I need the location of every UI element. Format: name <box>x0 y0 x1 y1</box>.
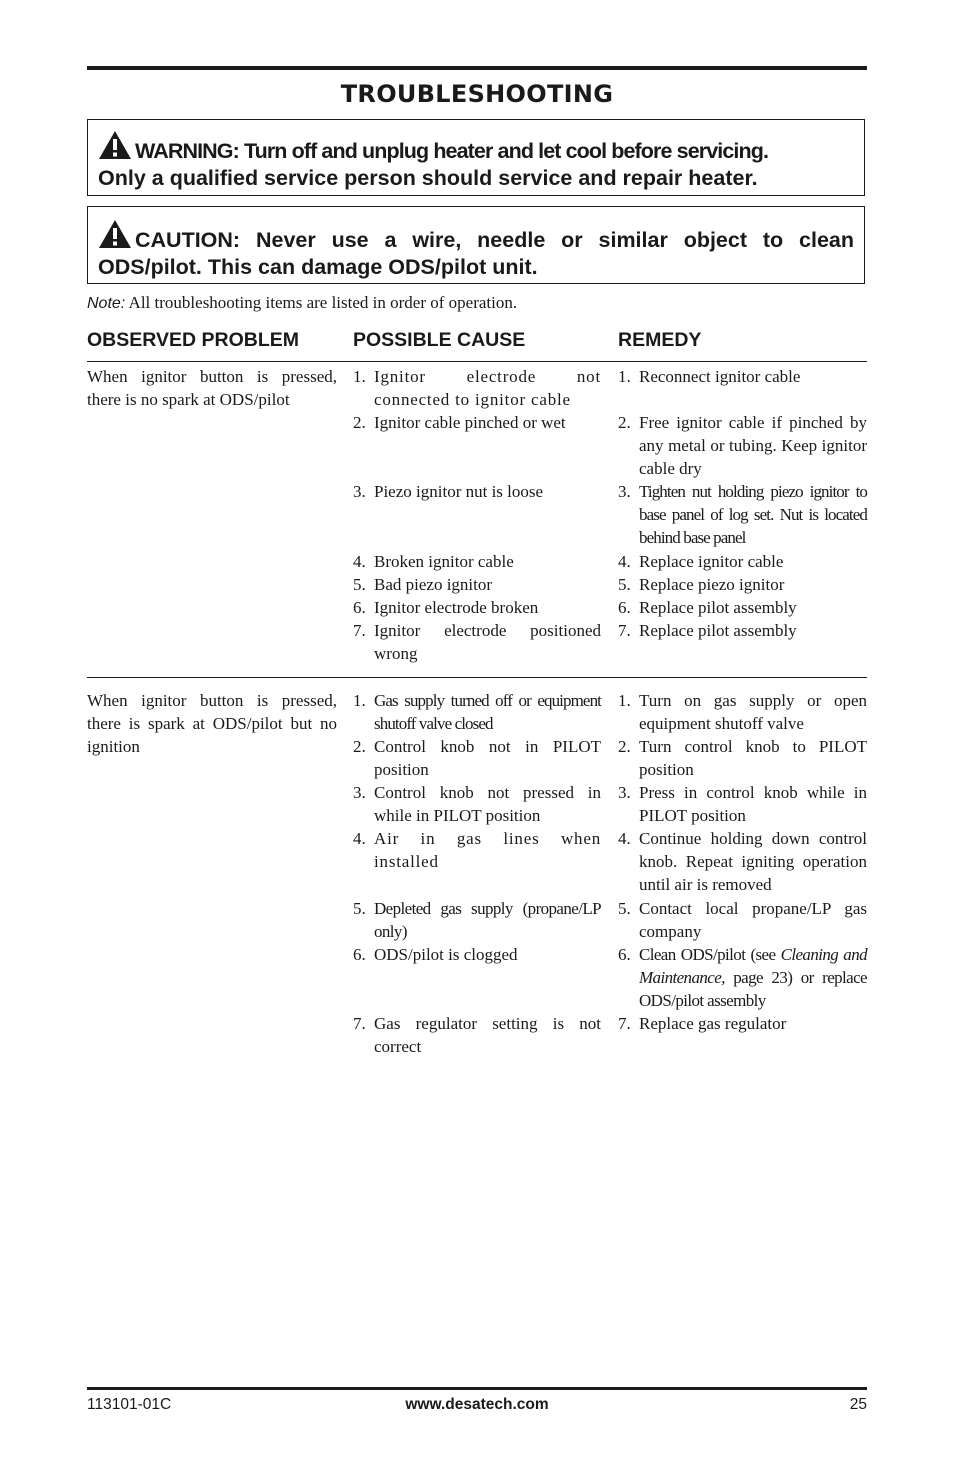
row-1-remedy-4: 4. Replace ignitor cable <box>618 552 784 571</box>
row-1-remedy-5: 5. Replace piezo ignitor <box>618 575 785 594</box>
row-2-remedy-6: 6. Clean ODS/pilot (see Cleaning and Maintenance, page 23) or replace ODS/pilot assembly <box>618 945 867 1010</box>
row-1-remedy-2: 2. Free ignitor cable if pinched by any metal or tubing. Keep ignitor cable dry <box>618 413 867 478</box>
row-1-remedy-6: 6. Replace pilot assembly <box>618 598 797 617</box>
row-2-remedy-3: 3. Press in control knob while in PILOT position <box>618 783 867 825</box>
warning-line-2: Only a qualified service person should service and repair heater. <box>98 166 758 190</box>
warning-line-1: WARNING: Turn off and unplug heater and let cool before servicing. <box>135 139 769 163</box>
row-2-cause-2: 2. Control knob not in PILOT position <box>353 737 601 779</box>
footer-page-number: 25 <box>849 1396 867 1413</box>
caution-text: CAUTION: Never use a wire, needle or similar object to clean ODS/pilot. This can damage ODS/pilot unit. <box>98 228 854 279</box>
row-1-cause-3: 3. Piezo ignitor nut is loose <box>353 482 544 501</box>
warning-triangle-icon <box>98 130 132 160</box>
row-1-remedy-1: 1. Reconnect ignitor cable <box>618 367 801 386</box>
row-1-cause-7: 7. Ignitor electrode positioned wrong <box>353 621 601 663</box>
row-1-cause-4: 4. Broken ignitor cable <box>353 552 514 571</box>
warning-box <box>87 119 865 196</box>
column-header-cause: POSSIBLE CAUSE <box>353 329 526 351</box>
row-1-cause-6: 6. Ignitor electrode broken <box>353 598 539 617</box>
note-text: All troubleshooting items are listed in order of operation. <box>125 293 518 312</box>
row-2-cause-3: 3. Control knob not pressed in while in PILOT position <box>353 783 601 825</box>
row-1-cause-5: 5. Bad piezo ignitor <box>353 575 493 594</box>
caution-triangle-icon <box>98 219 132 249</box>
row-2-cause-7: 7. Gas regulator setting is not correct <box>353 1014 601 1056</box>
row-1-problem: When ignitor button is pressed, there is no spark at ODS/pilot <box>87 367 337 409</box>
row-1-remedy-7: 7. Replace pilot assembly <box>618 621 797 640</box>
top-rule <box>87 66 867 70</box>
caution-box <box>87 206 865 284</box>
row-1-cause-2: 2. Ignitor cable pinched or wet <box>353 413 566 432</box>
row-2-remedy-2: 2. Turn control knob to PILOT position <box>618 737 867 779</box>
row-2-cause-4: 4. Air in gas lines when installed <box>353 829 601 871</box>
footer-website-link[interactable]: www.desatech.com <box>405 1396 549 1413</box>
page-title: TROUBLESHOOTING <box>340 80 614 108</box>
row-divider <box>87 677 867 678</box>
row-2-remedy-4: 4. Continue holding down control knob. Repeat igniting operation until air is removed <box>618 829 867 894</box>
row-2-remedy-7: 7. Replace gas regulator <box>618 1014 787 1033</box>
row-2-remedy-1: 1. Turn on gas supply or open equipment shutoff valve <box>618 691 867 733</box>
bottom-rule <box>87 1387 867 1390</box>
note-label: Note: <box>87 295 126 312</box>
footer-doc-number: 113101-01C <box>87 1396 172 1413</box>
header-divider <box>87 361 867 362</box>
row-2-remedy-5: 5. Contact local propane/LP gas company <box>618 899 867 941</box>
row-2-cause-1: 1. Gas supply turned off or equipment shutoff valve closed <box>353 691 601 733</box>
note <box>87 293 517 313</box>
row-1-cause-1: 1. Ignitor electrode not connected to ignitor cable <box>353 367 601 409</box>
column-header-remedy: REMEDY <box>618 329 702 351</box>
row-2-cause-5: 5. Depleted gas supply (propane/LP only) <box>353 899 601 941</box>
column-header-problem: OBSERVED PROBLEM <box>87 329 300 351</box>
row-2-cause-6: 6. ODS/pilot is clogged <box>353 945 518 964</box>
row-1-remedy-3: 3. Tighten nut holding piezo ignitor to base panel of log set. Nut is located behind base panel <box>618 482 867 547</box>
row-2-problem: When ignitor button is pressed, there is spark at ODS/pilot but no ignition <box>87 691 337 756</box>
